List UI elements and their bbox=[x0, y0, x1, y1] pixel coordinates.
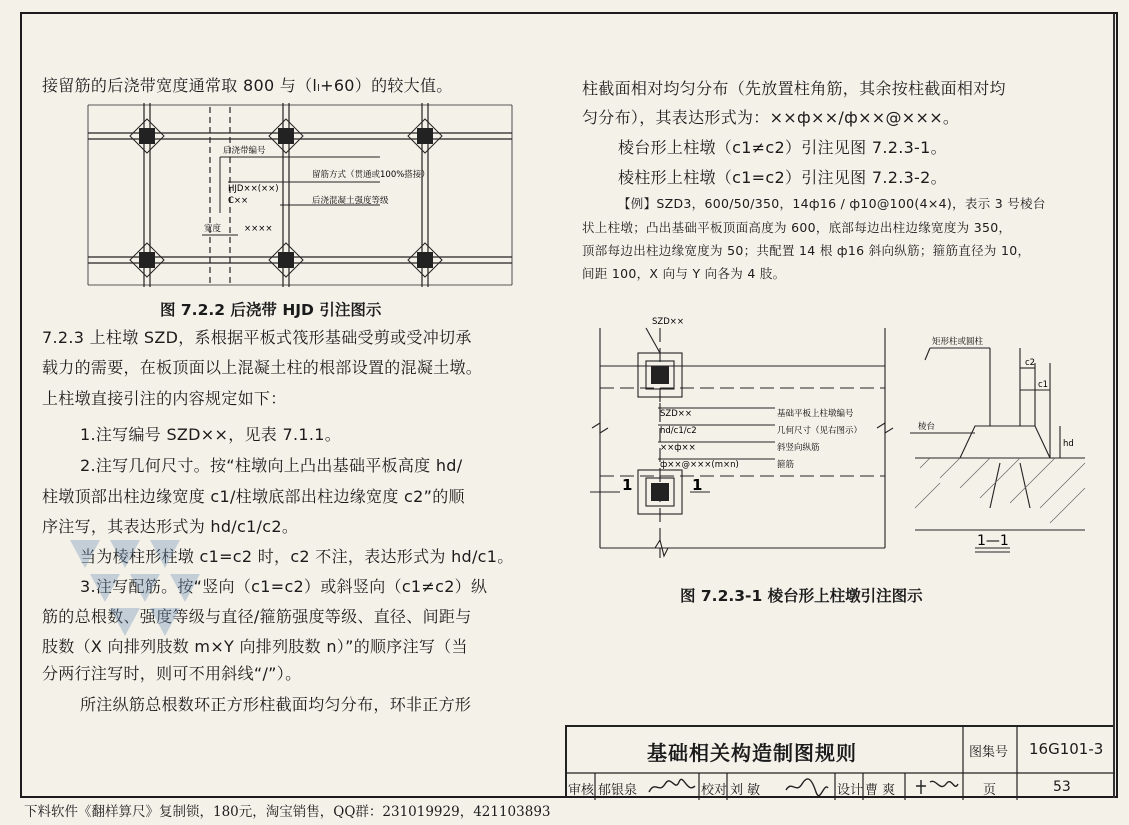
design-label: 设计 bbox=[837, 783, 864, 798]
checker-name: 刘 敏 bbox=[730, 783, 761, 798]
figure-caption-7-2-3-1: 图 7.2.3-1 棱台形上柱墩引注图示 bbox=[680, 587, 923, 605]
text-line: 匀分布），其表达形式为：××ф××/ф××@×××。 bbox=[582, 108, 960, 127]
example-line: 间距 100，X 向与 Y 向各为 4 肢。 bbox=[582, 266, 786, 281]
text-line: 筋的总根数、强度等级与直径/箍筋强度等级、直径、间距与 bbox=[42, 607, 472, 626]
text-line: 序注写，其表达形式为 hd/c1/c2。 bbox=[42, 517, 299, 536]
title-block bbox=[565, 725, 1113, 798]
text-line: 棱柱形上柱墩（c1=c2）引注见图 7.2.3-2。 bbox=[618, 168, 947, 187]
fig1-label-method: 留筋方式（贯通或100%搭接） bbox=[312, 170, 430, 180]
figure-7-2-2 bbox=[80, 95, 530, 295]
fig1-label-concrete: 后浇混凝土强度等级 bbox=[312, 196, 389, 206]
text-line: 肢数（X 向排列肢数 m×Y 向排列肢数 n）”的顺序注写（当 bbox=[42, 637, 468, 656]
fig2-label-szd-top: SZD×× bbox=[652, 317, 685, 327]
section-7-2-3: 7.2.3 上柱墩 SZD，系根据平板式筏形基础受剪或受冲切承 bbox=[42, 328, 472, 347]
example-line: 状上柱墩；凸出基础平板顶面高度为 600，底部每边出柱边缘宽度为 350， bbox=[582, 220, 1012, 235]
drawing-title: 基础相关构造制图规则 bbox=[647, 741, 857, 765]
watermark-triangles bbox=[40, 540, 240, 660]
text-line: 柱墩顶部出柱边缘宽度 c1/柱墩底部出柱边缘宽度 c2”的顺 bbox=[42, 487, 465, 506]
fig2-label-rect-col: 矩形柱或圆柱 bbox=[932, 337, 984, 347]
text-line: 接留筋的后浇带宽度通常取 800 与（lₗ+60）的较大值。 bbox=[42, 76, 453, 95]
text-line: 2.注写几何尺寸。按“柱墩向上凸出基础平板高度 hd/ bbox=[80, 456, 463, 475]
fig2-section-title: 1—1 bbox=[977, 533, 1009, 549]
check-label: 校对 bbox=[701, 783, 728, 798]
text-line: 棱台形上柱墩（c1≠c2）引注见图 7.2.3-1。 bbox=[618, 138, 947, 157]
fig1-label-width-value: ×××× bbox=[244, 224, 273, 234]
fig2-label-dims: hd/c1/c2 bbox=[660, 426, 697, 436]
fig2-legend-dims: 几何尺寸（见右图示） bbox=[777, 426, 863, 436]
text-line: 3.注写配筋。按“竖向（c1=c2）或斜竖向（c1≠c2）纵 bbox=[80, 577, 488, 596]
footer-note: 下料软件《翻样算尺》复制锁，180元，淘宝销售，QQ群：231019929，421103893 bbox=[24, 804, 551, 820]
fig2-legend-stirrup: 箍筋 bbox=[777, 460, 795, 470]
atlas-label: 图集号 bbox=[969, 745, 1009, 760]
figure-caption-7-2-2: 图 7.2.2 后浇带 HJD 引注图示 bbox=[160, 301, 382, 319]
fig2-label-platform: 棱台 bbox=[918, 422, 936, 432]
fig1-label-width: 宽度 bbox=[204, 224, 222, 234]
fig2-section-mark-left: 1 bbox=[622, 476, 633, 494]
review-label: 审核 bbox=[568, 783, 595, 798]
fig2-section-mark-right: 1 bbox=[692, 476, 703, 494]
signature-checker bbox=[782, 776, 832, 798]
text-line: 所注纵筋总根数环正方形柱截面均匀分布，环非正方形 bbox=[80, 695, 472, 714]
text-line: 柱截面相对均匀分布（先放置柱角筋，其余按柱截面相对均 bbox=[582, 79, 1006, 98]
figure-7-2-3-1 bbox=[580, 308, 1090, 578]
example-line: 顶部每边出柱边缘宽度为 50；共配置 14 根 ф16 斜向纵筋；箍筋直径为 10， bbox=[582, 243, 1031, 258]
text-line: 上柱墩直接引注的内容规定如下： bbox=[42, 389, 287, 408]
atlas-number: 16G101-3 bbox=[1029, 740, 1104, 758]
fig1-label-band-no: 后浇带编号 bbox=[223, 146, 266, 156]
reviewer-name: 郁银泉 bbox=[598, 783, 638, 798]
fig2-label-bars: ××ф×× bbox=[660, 443, 696, 453]
signature-designer bbox=[912, 776, 960, 798]
fig2-legend-bars: 斜竖向纵筋 bbox=[777, 443, 820, 453]
fig1-label-concrete-code: C×× bbox=[228, 196, 249, 206]
text-line: 分两行注写时，则可不用斜线“/”）。 bbox=[42, 664, 302, 683]
designer-name: 曹 爽 bbox=[865, 783, 896, 798]
text-line: 载力的需要，在板顶面以上混凝土柱的根部设置的混凝土墩。 bbox=[42, 358, 483, 377]
fig2-legend-szd: 基础平板上柱墩编号 bbox=[777, 409, 854, 419]
example-line: 【例】SZD3，600/50/350，14ф16 / ф10@100(4×4)，表示 3 号棱台 bbox=[618, 196, 1046, 211]
fig2-label-c2: c2 bbox=[1025, 358, 1036, 368]
fig2-label-c1: c1 bbox=[1038, 380, 1049, 390]
text-line: 1.注写编号 SZD××，见表 7.1.1。 bbox=[80, 425, 341, 444]
fig2-label-szd: SZD×× bbox=[660, 409, 693, 419]
fig1-label-code: HJD××(××) bbox=[228, 184, 279, 194]
fig2-label-hd: hd bbox=[1063, 439, 1074, 449]
page-label: 页 bbox=[983, 783, 997, 798]
signature-reviewer bbox=[647, 776, 697, 798]
text-line: 当为棱柱形柱墩 c1=c2 时，c2 不注，表达形式为 hd/c1。 bbox=[80, 547, 514, 566]
binding-strip bbox=[1113, 14, 1115, 798]
fig2-label-stirrup: ф××@×××(m×n) bbox=[660, 460, 739, 470]
page-number: 53 bbox=[1053, 779, 1071, 795]
